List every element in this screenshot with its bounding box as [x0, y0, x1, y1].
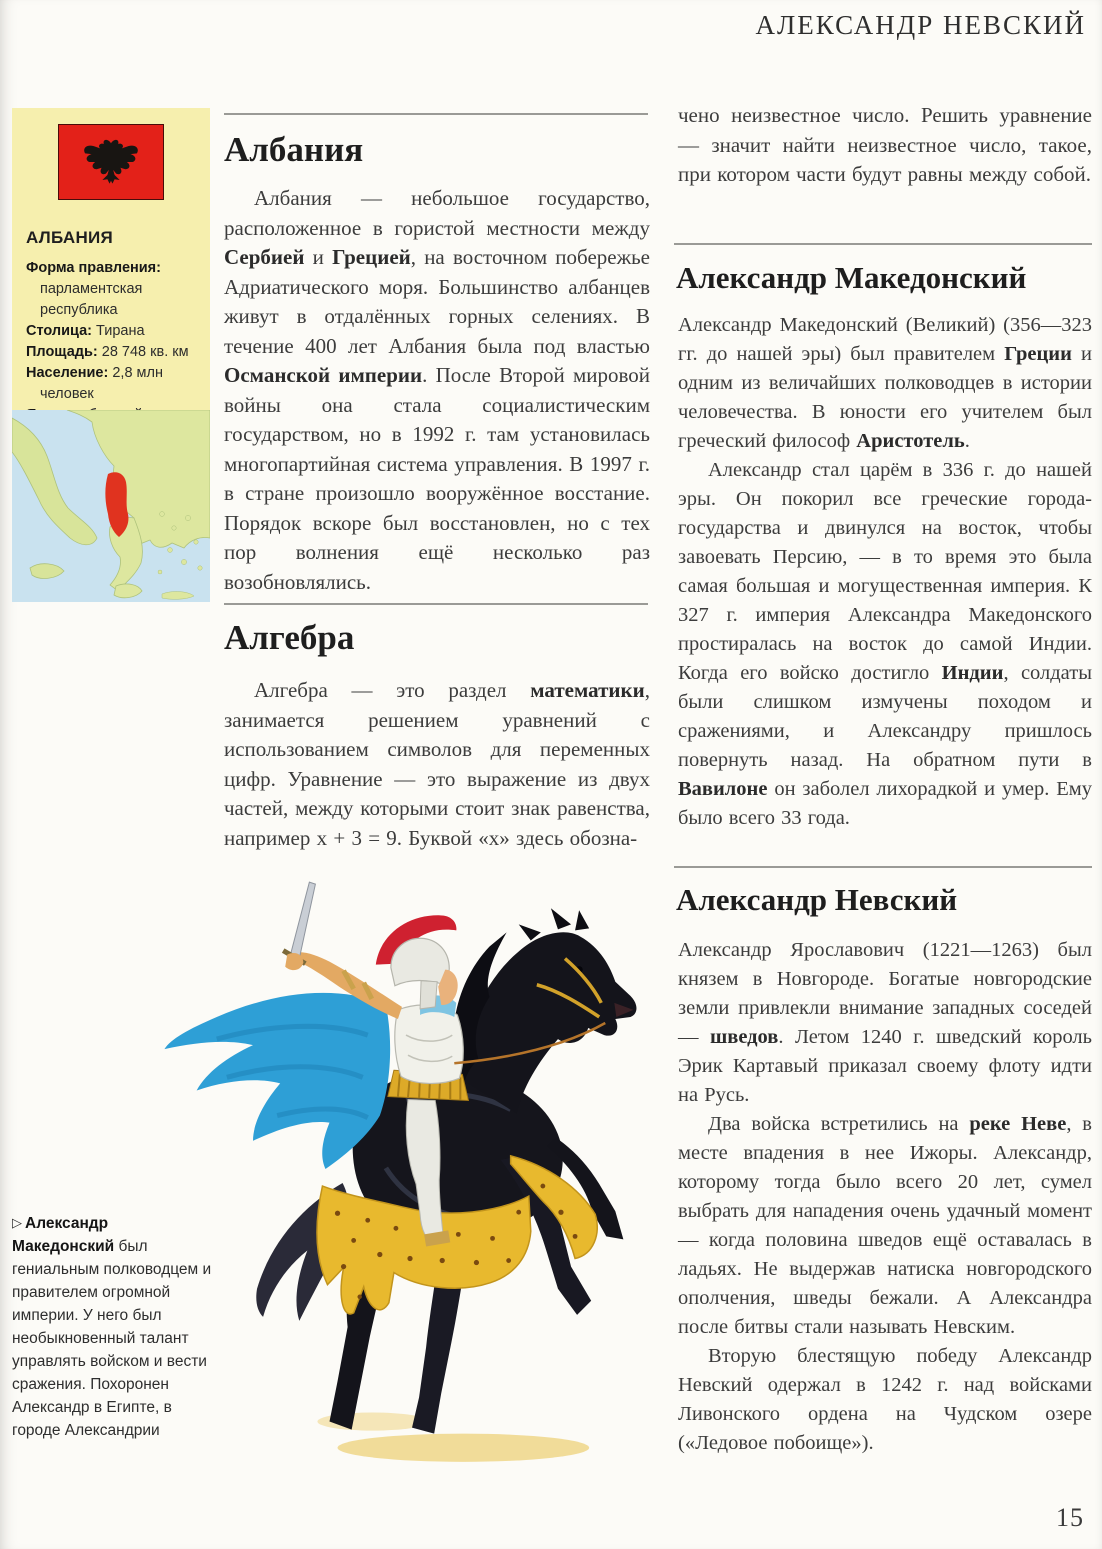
- albania-location-map: [12, 410, 210, 602]
- alexander-horse-graphic: [156, 866, 660, 1490]
- infobox-field-capital: Столица: Тирана: [26, 323, 145, 339]
- article-title-makedonsky: Александр Македонский: [676, 260, 1027, 295]
- article-algebra-continuation: чено неизвестное число. Решить уравнение — значит найти неизвестное число, такое, при котором части будут равны между собой.: [678, 103, 1092, 186]
- infobox-field-population: Население: 2,8 млн человек: [26, 365, 163, 402]
- article-title-algebra: Алгебра: [224, 618, 355, 657]
- article-title-albania: Албания: [224, 130, 364, 169]
- page-number: 15: [1056, 1503, 1084, 1532]
- double-headed-eagle-icon: [75, 133, 147, 191]
- albania-infobox: [12, 108, 210, 410]
- alexander-on-horse-illustration: [156, 866, 660, 1490]
- section-divider: [224, 603, 648, 605]
- section-divider: [674, 866, 1092, 868]
- nevsky-paragraph-3: Вторую блестящую победу Александр Невский одержал в 1242 г. над войсками Ливонского ордена на Чудском озере («Ледовое побоище»).: [678, 1345, 1092, 1454]
- nevsky-paragraph-2: Два войска встретились на реке Неве, в месте впадения в нее Ижоры. Александр, которому тогда было всего 20 лет, сумел выбрать для нападения очень удачный момент — когда половина шведов ещё оставалась в ладьях. Не выдержав натиска новгородского ополчения, шведы бежали. А Александра после битвы стали называть Невским.: [678, 1113, 1092, 1338]
- article-albania-paragraph: Албания — небольшое государство, расположенное в гористой местности между Сербией и Грецией, на восточном побережье Адриатического моря. Большинство албанцев живут в отдалённых горных селениях. В течение 400 лет Албания была под властью Османской империи. После Второй мировой войны она стала социалистическим государством, но в 1992 г. там установилась многопартийная система управления. В 1997 г. в стране произошло вооружённое восстание. Порядок вскоре был восстановлен, но с тех пор волнения ещё несколько раз возобновлялись.: [224, 186, 650, 594]
- caption-marker-icon: ▷: [12, 1215, 22, 1230]
- section-divider: [674, 243, 1092, 245]
- section-divider: [224, 113, 648, 115]
- infobox-title: АЛБАНИЯ: [26, 228, 114, 247]
- nevsky-paragraph-1: Александр Ярославович (1221—1263) был князем в Новгороде. Богатые новгородские земли привлекли внимание западных соседей — шведов. Летом 1240 г. шведский король Эрик Картавый приказал своему флоту идти на Русь.: [678, 939, 1093, 1106]
- article-algebra-paragraph: Алгебра — это раздел математики, занимается решением уравнений с использованием символов для переменных цифр. Уравнение — это выражение из двух частей, между которыми стоит знак равенства, например х + 3 = 9. Буквой «х» здесь обозна-: [224, 678, 650, 850]
- caption-text: Александр Македонский был гениальным полководцем и правителем огромной империи. У него был необыкновенный талант управлять войском и вести сражения. Похоронен Александр в Египте, в городе Александрии: [12, 1215, 212, 1439]
- article-title-nevsky: Александр Невский: [676, 882, 958, 917]
- makedonsky-paragraph-2: Александр стал царём в 336 г. до нашей эры. Он покорил все греческие города-государства и двинулся на восток, чтобы завоевать Персию, — в то время это была самая большая и могущественная империя. К 327 г. империя Александра Македонского простиралась на восток до самой Индии. Когда его войско достигло Индии, солдаты были слишком измучены походом и сражениями, и Александру пришлось повернуть назад. На обратном пути в Вавилоне он заболел лихорадкой и умер. Ему было всего 33 года.: [678, 459, 1092, 829]
- illustration-caption: [12, 1212, 214, 1442]
- makedonsky-paragraph-1: Александр Македонский (Великий) (356—323 гг. до нашей эры) был правителем Греции и одним из величайших полководцев в истории человечества. В юности его учителем был греческий философ Аристотель.: [678, 314, 1092, 452]
- article-makedonsky-body: [678, 311, 1092, 833]
- running-head: АЛЕКСАНДР НЕВСКИЙ: [755, 10, 1086, 40]
- balkans-map-graphic: [12, 410, 210, 602]
- infobox-field-government: Форма правления: парламентская республика: [26, 260, 161, 318]
- article-nevsky-body: [678, 936, 1092, 1458]
- albania-flag: [58, 124, 164, 200]
- infobox-field-area: Площадь: 28 748 кв. км: [26, 344, 189, 360]
